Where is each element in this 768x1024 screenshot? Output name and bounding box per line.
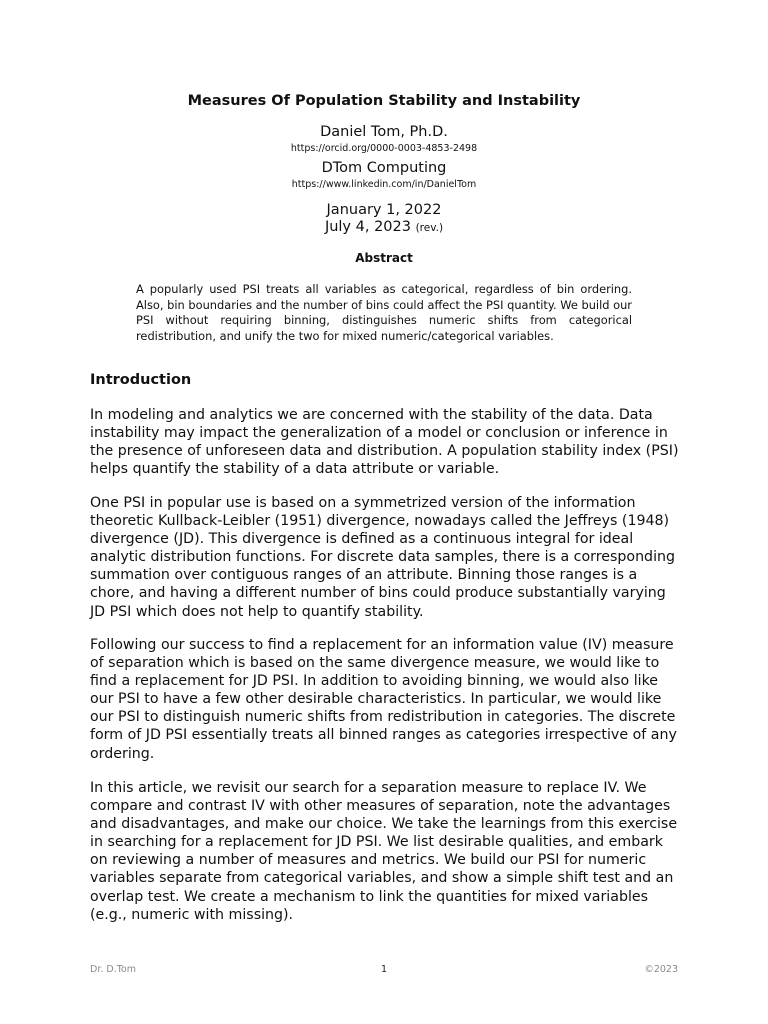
abstract-text: A popularly used PSI treats all variables as categorical, regardless of bin ordering. Also, bin boundaries and the number of bins could affect the PSI quantity. We build our PSI without requiring binning, distinguishes numeric shifts from categorical redistribution, and unify the two for mixed numeric/categorical variables. xyxy=(136,282,632,343)
linkedin-link[interactable]: https://www.linkedin.com/in/DanielTom xyxy=(291,179,477,190)
revised-note: (rev.) xyxy=(415,222,444,234)
paper-title: Measures Of Population Stability and Instability xyxy=(187,93,581,109)
original-date: January 1, 2022 xyxy=(326,202,442,218)
revised-date: July 4, 2023 xyxy=(324,219,411,235)
body-paragraph: One PSI in popular use is based on a symmetrized version of the information theoretic Kullback-Leibler (1951) divergence, nowadays called the Jeffreys (1948) divergence (JD). This divergence is defined as a continuous integral for ideal analytic distribution functions. For discrete data samples, there is a corresponding summation over contiguous ranges of an attribute. Binning those ranges is a chore, and having a different number of bins could produce substantially varying JD PSI which does not help to quantify stability. xyxy=(90,495,676,620)
footer-copyright: ©2023 xyxy=(644,964,678,975)
body-paragraph: In this article, we revisit our search for a separation measure to replace IV. We compare and contrast IV with other measures of separation, note the advantages and disadvantages, and make our choice. We take the learnings from this exercise in searching for a replacement for JD PSI. We list desirable qualities, and embark on reviewing a number of measures and metrics. We build our PSI for numeric variables separate from categorical variables, and show a simple shift test and an overlap test. We create a mechanism to link the quantities for mixed variables (e.g., numeric with missing). xyxy=(90,780,678,923)
footer-author: Dr. D.Tom xyxy=(90,964,136,975)
body-paragraph: Following our success to find a replacement for an information value (IV) measure of separation which is based on the same divergence measure, we would like to find a replacement for JD PSI. In addition to avoiding binning, we would also like our PSI to have a few other desirable characteristics. In particular, we would like our PSI to distinguish numeric shifts from redistribution in categories. The discrete form of JD PSI essentially treats all binned ranges as categories irrespective of any ordering. xyxy=(90,637,677,762)
revised-date-line xyxy=(0,219,768,235)
author-name: Daniel Tom, Ph.D. xyxy=(320,124,448,140)
abstract-heading: Abstract xyxy=(355,251,413,265)
organization-name: DTom Computing xyxy=(321,160,447,176)
orcid-link[interactable]: https://orcid.org/0000-0003-4853-2498 xyxy=(290,143,478,154)
body-paragraph: In modeling and analytics we are concerned with the stability of the data. Data instability may impact the generalization of a model or conclusion or inference in the presence of unforeseen data and distribution. A population stability index (PSI) helps quantify the stability of a data attribute or variable. xyxy=(90,407,679,478)
section-heading-introduction: Introduction xyxy=(90,372,192,388)
page-number: 1 xyxy=(380,964,388,975)
